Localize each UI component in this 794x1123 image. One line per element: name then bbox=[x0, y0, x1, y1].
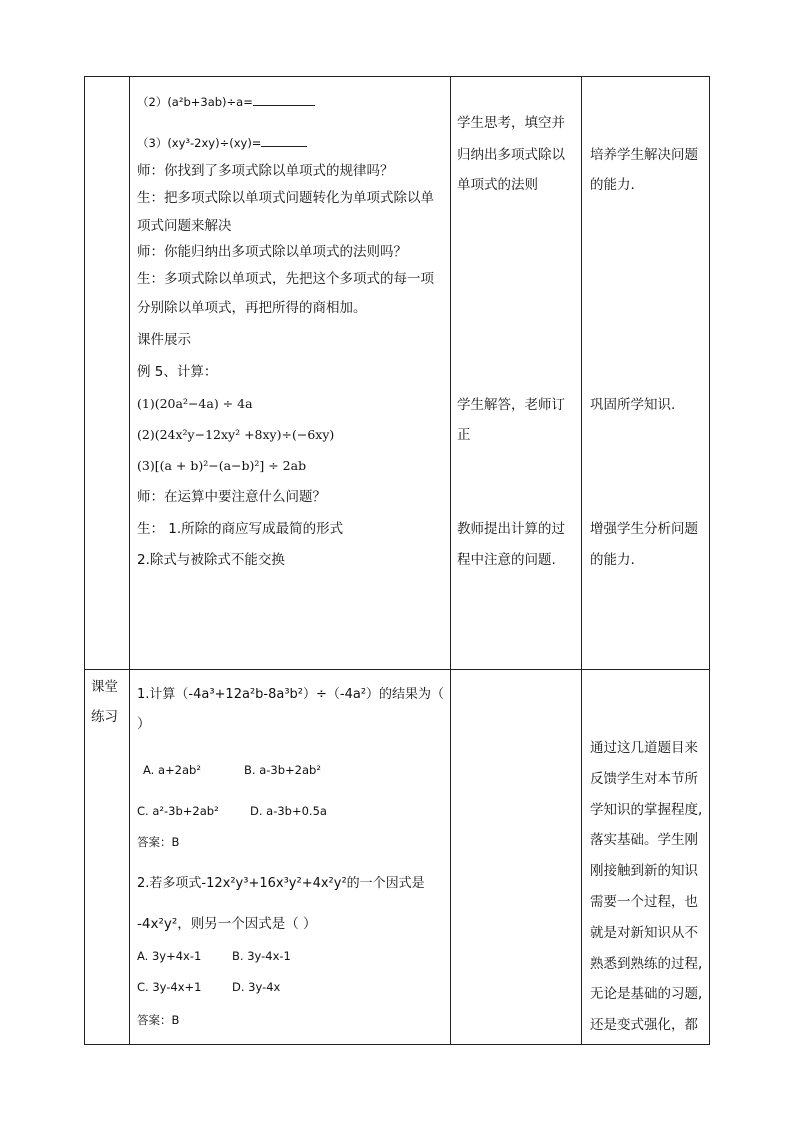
table-bottom-border bbox=[84, 1044, 710, 1045]
practice-1-option-a: A. a+2ab² bbox=[143, 763, 201, 777]
section-label-line2: 练习 bbox=[91, 709, 118, 725]
question-2: （2）(a²b+3ab)÷a= bbox=[137, 92, 315, 112]
practice-1-answer: 答案：B bbox=[137, 835, 180, 849]
teacher-question-3: 师：在运算中要注意什么问题？ bbox=[137, 489, 326, 505]
practice-2-answer: 答案：B bbox=[137, 1013, 180, 1027]
practice-1-option-b: B. a-3b+2ab² bbox=[244, 763, 321, 777]
practice-1-option-c: C. a²-3b+2ab² bbox=[137, 804, 219, 818]
example-5-title: 例 5、计算： bbox=[137, 364, 218, 380]
section-label-line1: 课堂 bbox=[91, 679, 118, 695]
student-activity-1-line2: 归纳出多项式除以 bbox=[457, 147, 565, 163]
design-intent-4-line: 无论是基础的习题, bbox=[590, 986, 703, 1003]
table-top-border bbox=[84, 76, 710, 77]
answer-blank bbox=[253, 93, 315, 106]
practice-2-line1: 2.若多项式-12x²y³+16x³y²+4x²y²的一个因式是 bbox=[137, 876, 425, 891]
practice-2-option-b: B. 3y-4x-1 bbox=[232, 949, 291, 963]
design-intent-3-line1: 增强学生分析问题 bbox=[590, 521, 698, 537]
practice-1-line1: 1.计算（-4a³+12a²b-8a³b²）÷（-4a²）的结果为（ bbox=[137, 687, 445, 702]
question-3: （3）(xy³-2xy)÷(xy)= bbox=[137, 133, 307, 153]
student-answer-2-line1: 生：多项式除以单项式，先把这个多项式的每一项 bbox=[137, 271, 434, 287]
design-intent-1-line2: 的能力. bbox=[590, 177, 635, 193]
student-activity-2-line2: 正 bbox=[457, 427, 471, 443]
design-intent-4-line: 需要一个过程，也 bbox=[590, 894, 698, 910]
table-left-border bbox=[84, 76, 85, 1045]
practice-1-line2: ） bbox=[137, 716, 151, 732]
example-5-item-2: (2)(24x²y−12xy² +8xy)÷(−6xy) bbox=[137, 427, 335, 442]
design-intent-4-line: 还是变式强化，都 bbox=[590, 1017, 698, 1034]
student-activity-1-line1: 学生思考，填空并 bbox=[457, 115, 565, 131]
design-intent-1-line1: 培养学生解决问题 bbox=[590, 147, 698, 163]
column-divider-1 bbox=[129, 76, 130, 1045]
student-answer-3: 生： 1.所除的商应写成最简的形式 bbox=[137, 521, 344, 537]
design-intent-4-line: 落实基础。学生刚 bbox=[590, 832, 698, 849]
student-answer-1-line1: 生：把多项式除以单项式问题转化为单项式除以单 bbox=[137, 190, 434, 206]
example-5-item-1: (1)(20a²−4a) ÷ 4a bbox=[137, 396, 253, 411]
design-intent-2: 巩固所学知识. bbox=[590, 397, 676, 413]
practice-2-line2: -4x²y²，则另一个因式是（ ） bbox=[137, 916, 317, 932]
row-divider bbox=[84, 669, 710, 670]
column-divider-3 bbox=[581, 76, 582, 1045]
design-intent-4-line: 学知识的掌握程度, bbox=[590, 801, 703, 818]
courseware-label: 课件展示 bbox=[137, 332, 191, 348]
practice-2-option-a: A. 3y+4x-1 bbox=[137, 949, 202, 963]
student-answer-1-line2: 项式问题来解决 bbox=[137, 218, 232, 234]
student-activity-1-line3: 单项式的法则 bbox=[457, 177, 538, 193]
design-intent-4-line: 刚接触到新的知识 bbox=[590, 863, 698, 880]
note-2: 2.除式与被除式不能交换 bbox=[137, 552, 285, 568]
student-activity-3-line1: 教师提出计算的过 bbox=[457, 521, 565, 537]
student-activity-3-line2: 程中注意的问题. bbox=[457, 552, 556, 568]
design-intent-4-line: 反馈学生对本节所 bbox=[590, 770, 698, 787]
practice-1-option-d: D. a-3b+0.5a bbox=[250, 804, 327, 818]
teacher-question-1: 师：你找到了多项式除以单项式的规律吗？ bbox=[137, 163, 394, 179]
answer-blank bbox=[261, 134, 307, 147]
design-intent-4-line: 通过这几道题目来 bbox=[590, 740, 698, 756]
practice-2-option-c: C. 3y-4x+1 bbox=[137, 980, 202, 994]
column-divider-2 bbox=[450, 76, 451, 1045]
table-right-border bbox=[709, 76, 710, 1045]
practice-2-option-d: D. 3y-4x bbox=[232, 980, 281, 994]
student-answer-2-line2: 分别除以单项式，再把所得的商相加。 bbox=[137, 300, 367, 316]
example-5-item-3: (3)[(a + b)²−(a−b)²] ÷ 2ab bbox=[137, 458, 307, 473]
student-activity-2-line1: 学生解答，老师订 bbox=[457, 397, 565, 413]
teacher-question-2: 师：你能归纳出多项式除以单项式的法则吗？ bbox=[137, 244, 407, 260]
design-intent-4-line: 就是对新知识从不 bbox=[590, 924, 698, 941]
design-intent-3-line2: 的能力. bbox=[590, 552, 635, 568]
design-intent-4-line: 熟悉到熟练的过程, bbox=[590, 955, 703, 972]
